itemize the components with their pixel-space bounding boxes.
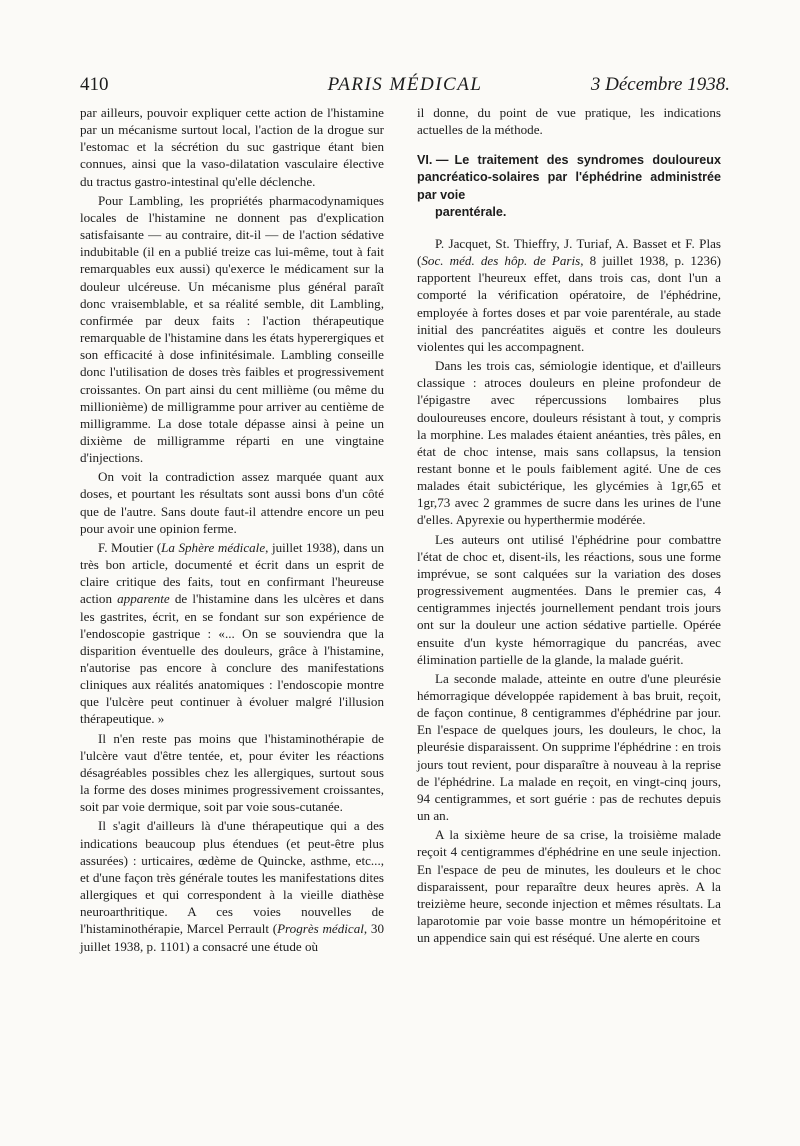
paragraph: par ailleurs, pouvoir expliquer cette action de l'histamine par un mécanisme surtout local, l'action de la drogue sur l'estomac et la sécrétion du suc gastrique étant bien connues, ainsi que la vaso-dilatation vasculaire élective du tractus gastro-intestinal qu'elle déclenche. <box>80 105 384 189</box>
source-title: La Sphère médicale <box>161 539 266 555</box>
text-run: , 30 juillet 1938, p. 1101) a consacré une étude où <box>80 921 384 954</box>
section-title-end: parentérale. <box>435 204 507 219</box>
author-name: F. Moutier ( <box>98 539 162 555</box>
right-column <box>417 104 721 946</box>
paragraph: A la sixième heure de sa crise, la troisième malade reçoit 4 centigrammes d'éphédrine en une seule injection. En l'espace de peu de minutes, les douleurs et le choc disparaissent, pour reparaître deux heures après. A la treizième heure, seconde injection et mêmes résultats. La laparotomie par voie basse montre un hémopéritoine et un appendice sain qui est réséqué. Une alerte en cours <box>417 827 721 946</box>
source-title: Soc. méd. des hôp. de Paris <box>421 253 581 269</box>
source-title: Progrès médical <box>277 921 364 937</box>
journal-title: PARIS MÉDICAL <box>327 74 483 95</box>
section-number: VI. — <box>417 153 449 168</box>
text-run: P. Jacquet, St. Thieffry, J. Turiaf, A. Basset et F. Plas ( <box>417 235 721 269</box>
paragraph: Les auteurs ont utilisé l'éphédrine pour combattre l'état de choc et, disent-ils, les réactions, sous une forme imprévue, se sont calquées sur la variation des doses progressivement augmentées. Dans le premier cas, 4 centigrammes injectés journellement pendant trois jours ont sur la douleur une action sédative partielle. Opérée ensuite d'un kyste hémorragique du pancréas, avec élimination partielle de la glande, la malade guérit. <box>417 531 721 667</box>
paragraph: Pour Lambling, les propriétés pharmacodynamiques locales de l'histamine ne donnent pas d'explication satisfaisante — au contraire, dit-il — de l'action sédative indubitable (il en a publié treize cas lui-même, tout à fait remarquables eux aussi) qu'exerce le médicament sur la douleur ulcéreuse. Un mécanisme plus général paraît donc vraisemblable, et sa réalité semble, dit Lambling, confirmée par deux faits : l'action thérapeutique remarquable de l'histamine dans les états hyperergiques et son efficacité à dose infinitésimale. Lambling conseille donc l'utilisation de doses très faibles et progressivement croissantes. On part ainsi du cent millième (ou même du millionième) de milligramme pour arriver au centième de milligramme. La dose totale dépasse ainsi à peine un dixième de milligramme réparti en une vingtaine d'injections. <box>80 192 384 466</box>
left-column <box>80 104 384 955</box>
paragraph: Il n'en reste pas moins que l'histaminothérapie de l'ulcère vaut d'être tentée, et, pour éviter les réactions désagréables possibles chez les allergiques, surtout sous la forme des doses minimes progressivement croissantes, soit par voie dermique, soit par voie sous-cutanée. <box>80 730 384 815</box>
paragraph: La seconde malade, atteinte en outre d'une pleurésie hémorragique développée rapidement à bas bruit, reçoit, de façon continue, 8 centigrammes d'éphédrine par jour. En l'espace de quelques jours, les douleurs, le choc, la pleurésie disparaissent. On supprime l'éphédrine : en trois jours tout revient, pour disparaître à nouveau à la reprise de l'éphédrine. La malade en reçoit, en vingt-cinq jours, 94 centigrammes, et sort guérie : pas de rechutes depuis un an. <box>417 670 721 824</box>
text-run: , 8 juillet 1938, p. 1236) rapportent l'heureux effet, dans trois cas, dont l'un a comporté la vérification opératoire, de l'éphédrine, employée à fortes doses et par voie parentérale, au stade initial des pancréatites aiguës et contre les douleurs violentes qui les accompagnent. <box>417 253 721 354</box>
paragraph <box>80 539 384 728</box>
issue-date: 3 Décembre 1938. <box>590 74 730 95</box>
text-run: de l'histamine dans les ulcères et dans les gastrites, écrit, en se fondant sur son expérience de l'endoscopie gastrique : «... On se souviendra que la disparition éventuelle des douleurs, grâce à l'histamine, n'autorise pas encore à conclure des manifestations cliniques aux réalités anatomiques : l'endoscopie montre que l'ulcère peut continuer à évoluer malgré l'illusion thérapeutique. » <box>80 591 384 727</box>
running-header <box>80 70 730 100</box>
emphasis: apparente <box>117 591 170 607</box>
text-run: , juillet 1938), dans un très bon article, documenté et écrit dans un esprit de claire critique des faits, tout en confirmant l'heureuse action <box>80 539 384 607</box>
paragraph: Dans les trois cas, sémiologie identique, et d'ailleurs classique : atroces douleurs en pleine profondeur de l'épigastre avec répercussions lombaires plus douloureuses encore, douleurs résistant à tout, y compris la morphine. Les malades étaient anéanties, très pâles, en état de choc intense, mais sans collapsus, la tension restant bonne et le pouls faiblement agité. Une de ces malades était subictérique, les glycémies à 1gr,65 et 1gr,73 avec 2 grammes de sucre dans les urines de l'une d'elles. Apyrexie ou hyperthermie modérée. <box>417 358 721 528</box>
page-number: 410 <box>80 74 109 95</box>
paragraph: On voit la contradiction assez marquée quant aux doses, et pourtant les résultats sont aussi bons d'un côté que de l'autre. Sans doute faut-il attendre encore un peu pour avoir une opinion ferme. <box>80 469 384 536</box>
section-title: Le traitement des syndromes douloureux pancréatico-solaires par l'éphédrine administrée par voie <box>417 153 721 202</box>
paragraph <box>417 235 721 355</box>
section-heading <box>417 152 721 221</box>
paragraph <box>80 817 384 954</box>
paragraph: il donne, du point de vue pratique, les indications actuelles de la méthode. <box>417 105 721 138</box>
text-run: Il s'agit d'ailleurs là d'une thérapeutique qui a des indications beaucoup plus étendues (et peut-être plus assurées) : urticaires, œdème de Quincke, asthme, etc..., et d'une façon très générale toutes les manifestations dites allergiques et qui correspondent à la vieille diathèse neuroarthritique. A ces voies nouvelles de l'histaminothérapie, Marcel Perrault ( <box>80 818 384 937</box>
